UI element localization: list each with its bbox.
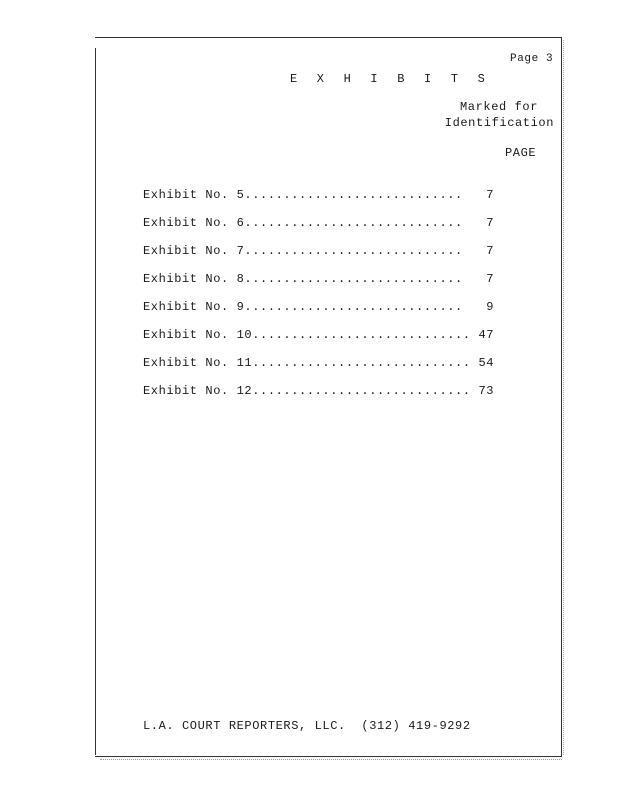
marked-for-header: Marked for <box>459 100 538 114</box>
page-number: Page 3 <box>510 53 554 65</box>
left-border <box>95 48 96 755</box>
right-border <box>561 37 562 757</box>
bottom-scan-edge <box>100 759 562 760</box>
page-title: E X H I B I T S <box>290 72 492 86</box>
exhibit-entry: Exhibit No. 5............................ 7 <box>143 188 495 202</box>
exhibit-entry: Exhibit No. 6............................ 7 <box>143 216 495 230</box>
top-border <box>95 37 561 38</box>
exhibit-entry: Exhibit No. 10............................ 47 <box>143 328 495 342</box>
footer-reporter: L.A. COURT REPORTERS, LLC. (312) 419-9292 <box>143 719 471 733</box>
exhibit-entry: Exhibit No. 7............................ 7 <box>143 244 495 258</box>
bottom-border <box>95 756 562 757</box>
page-column-header: PAGE <box>505 146 537 160</box>
identification-header: Identification <box>444 116 554 130</box>
exhibit-entry: Exhibit No. 12............................ 73 <box>143 384 495 398</box>
exhibit-entry: Exhibit No. 11............................ 54 <box>143 356 495 370</box>
exhibit-entry: Exhibit No. 8............................ 7 <box>143 272 495 286</box>
exhibit-entry: Exhibit No. 9............................ 9 <box>143 300 495 314</box>
right-scan-edge <box>563 40 564 755</box>
exhibit-list <box>143 188 494 412</box>
